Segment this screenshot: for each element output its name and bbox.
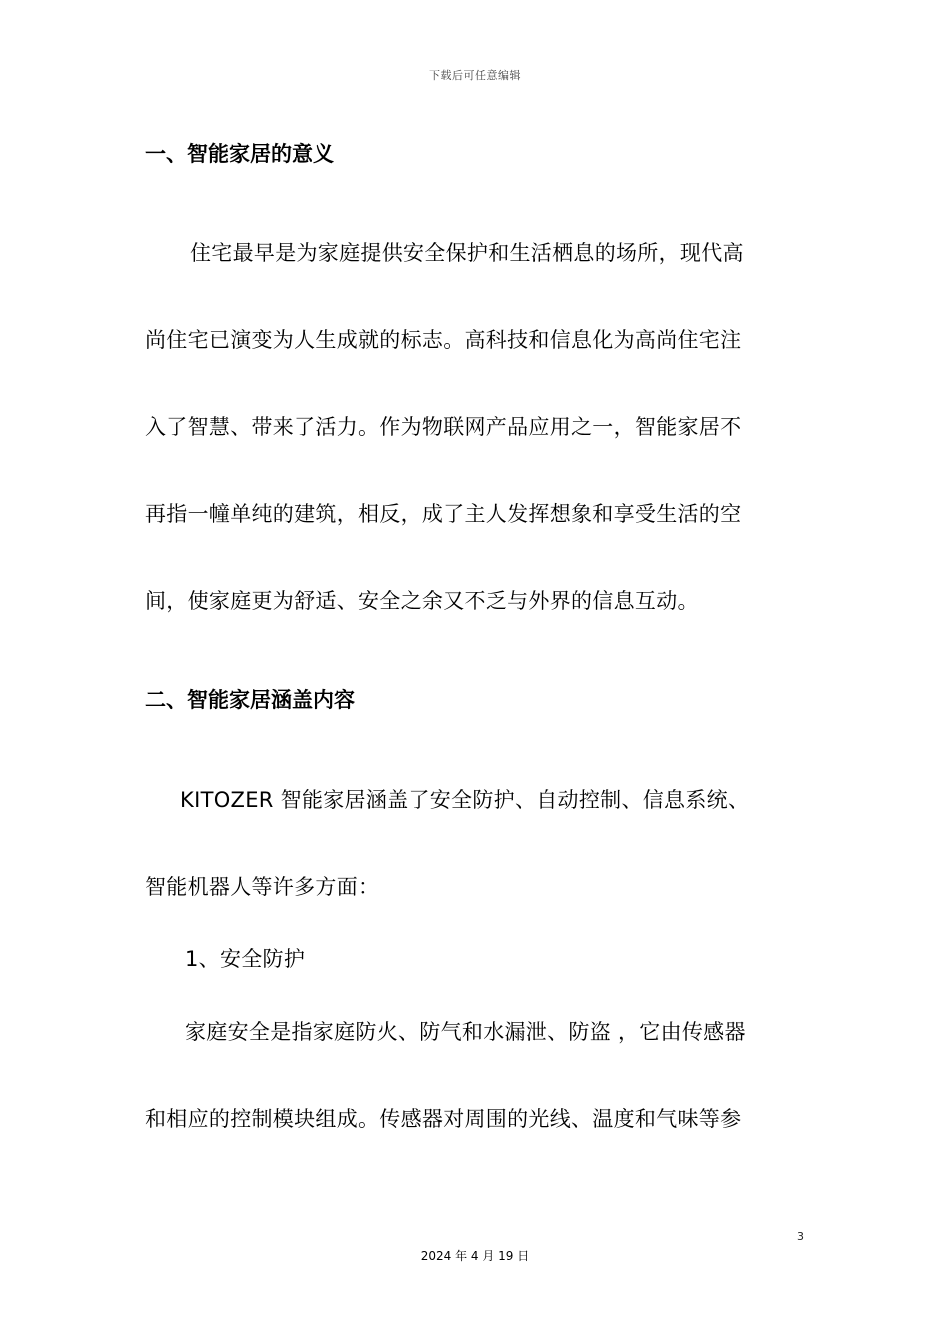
- page-number: 3: [797, 1230, 804, 1243]
- paragraph-line: 间，使家庭更为舒适、安全之余又不乏与外界的信息互动。: [145, 589, 699, 613]
- paragraph-line: 再指一幢单纯的建筑，相反，成了主人发挥想象和享受生活的空: [145, 502, 742, 526]
- paragraph-line: 智能机器人等许多方面：: [145, 875, 380, 899]
- paragraph-line: 住宅最早是为家庭提供安全保护和生活栖息的场所，现代高: [190, 241, 744, 265]
- paragraph-line: 家庭安全是指家庭防火、防气和水漏泄、防盗 ，它由传感器: [185, 1020, 746, 1044]
- paragraph-line: 尚住宅已演变为人生成就的标志。高科技和信息化为高尚住宅注: [145, 328, 742, 352]
- section-heading-1: 一、智能家居的意义: [145, 142, 334, 166]
- header-note: 下载后可任意编辑: [429, 69, 521, 82]
- section-heading-2: 二、智能家居涵盖内容: [145, 688, 355, 712]
- paragraph-line: 入了智慧、带来了活力。作为物联网产品应用之一，智能家居不: [145, 415, 742, 439]
- subheading: 1、安全防护: [185, 947, 306, 971]
- paragraph-line: 和相应的控制模块组成。传感器对周围的光线、温度和气味等参: [145, 1107, 742, 1131]
- footer-date: 2024 年 4 月 19 日: [420, 1249, 530, 1263]
- paragraph-line: KITOZER 智能家居涵盖了安全防护、自动控制、信息系统、: [180, 788, 750, 812]
